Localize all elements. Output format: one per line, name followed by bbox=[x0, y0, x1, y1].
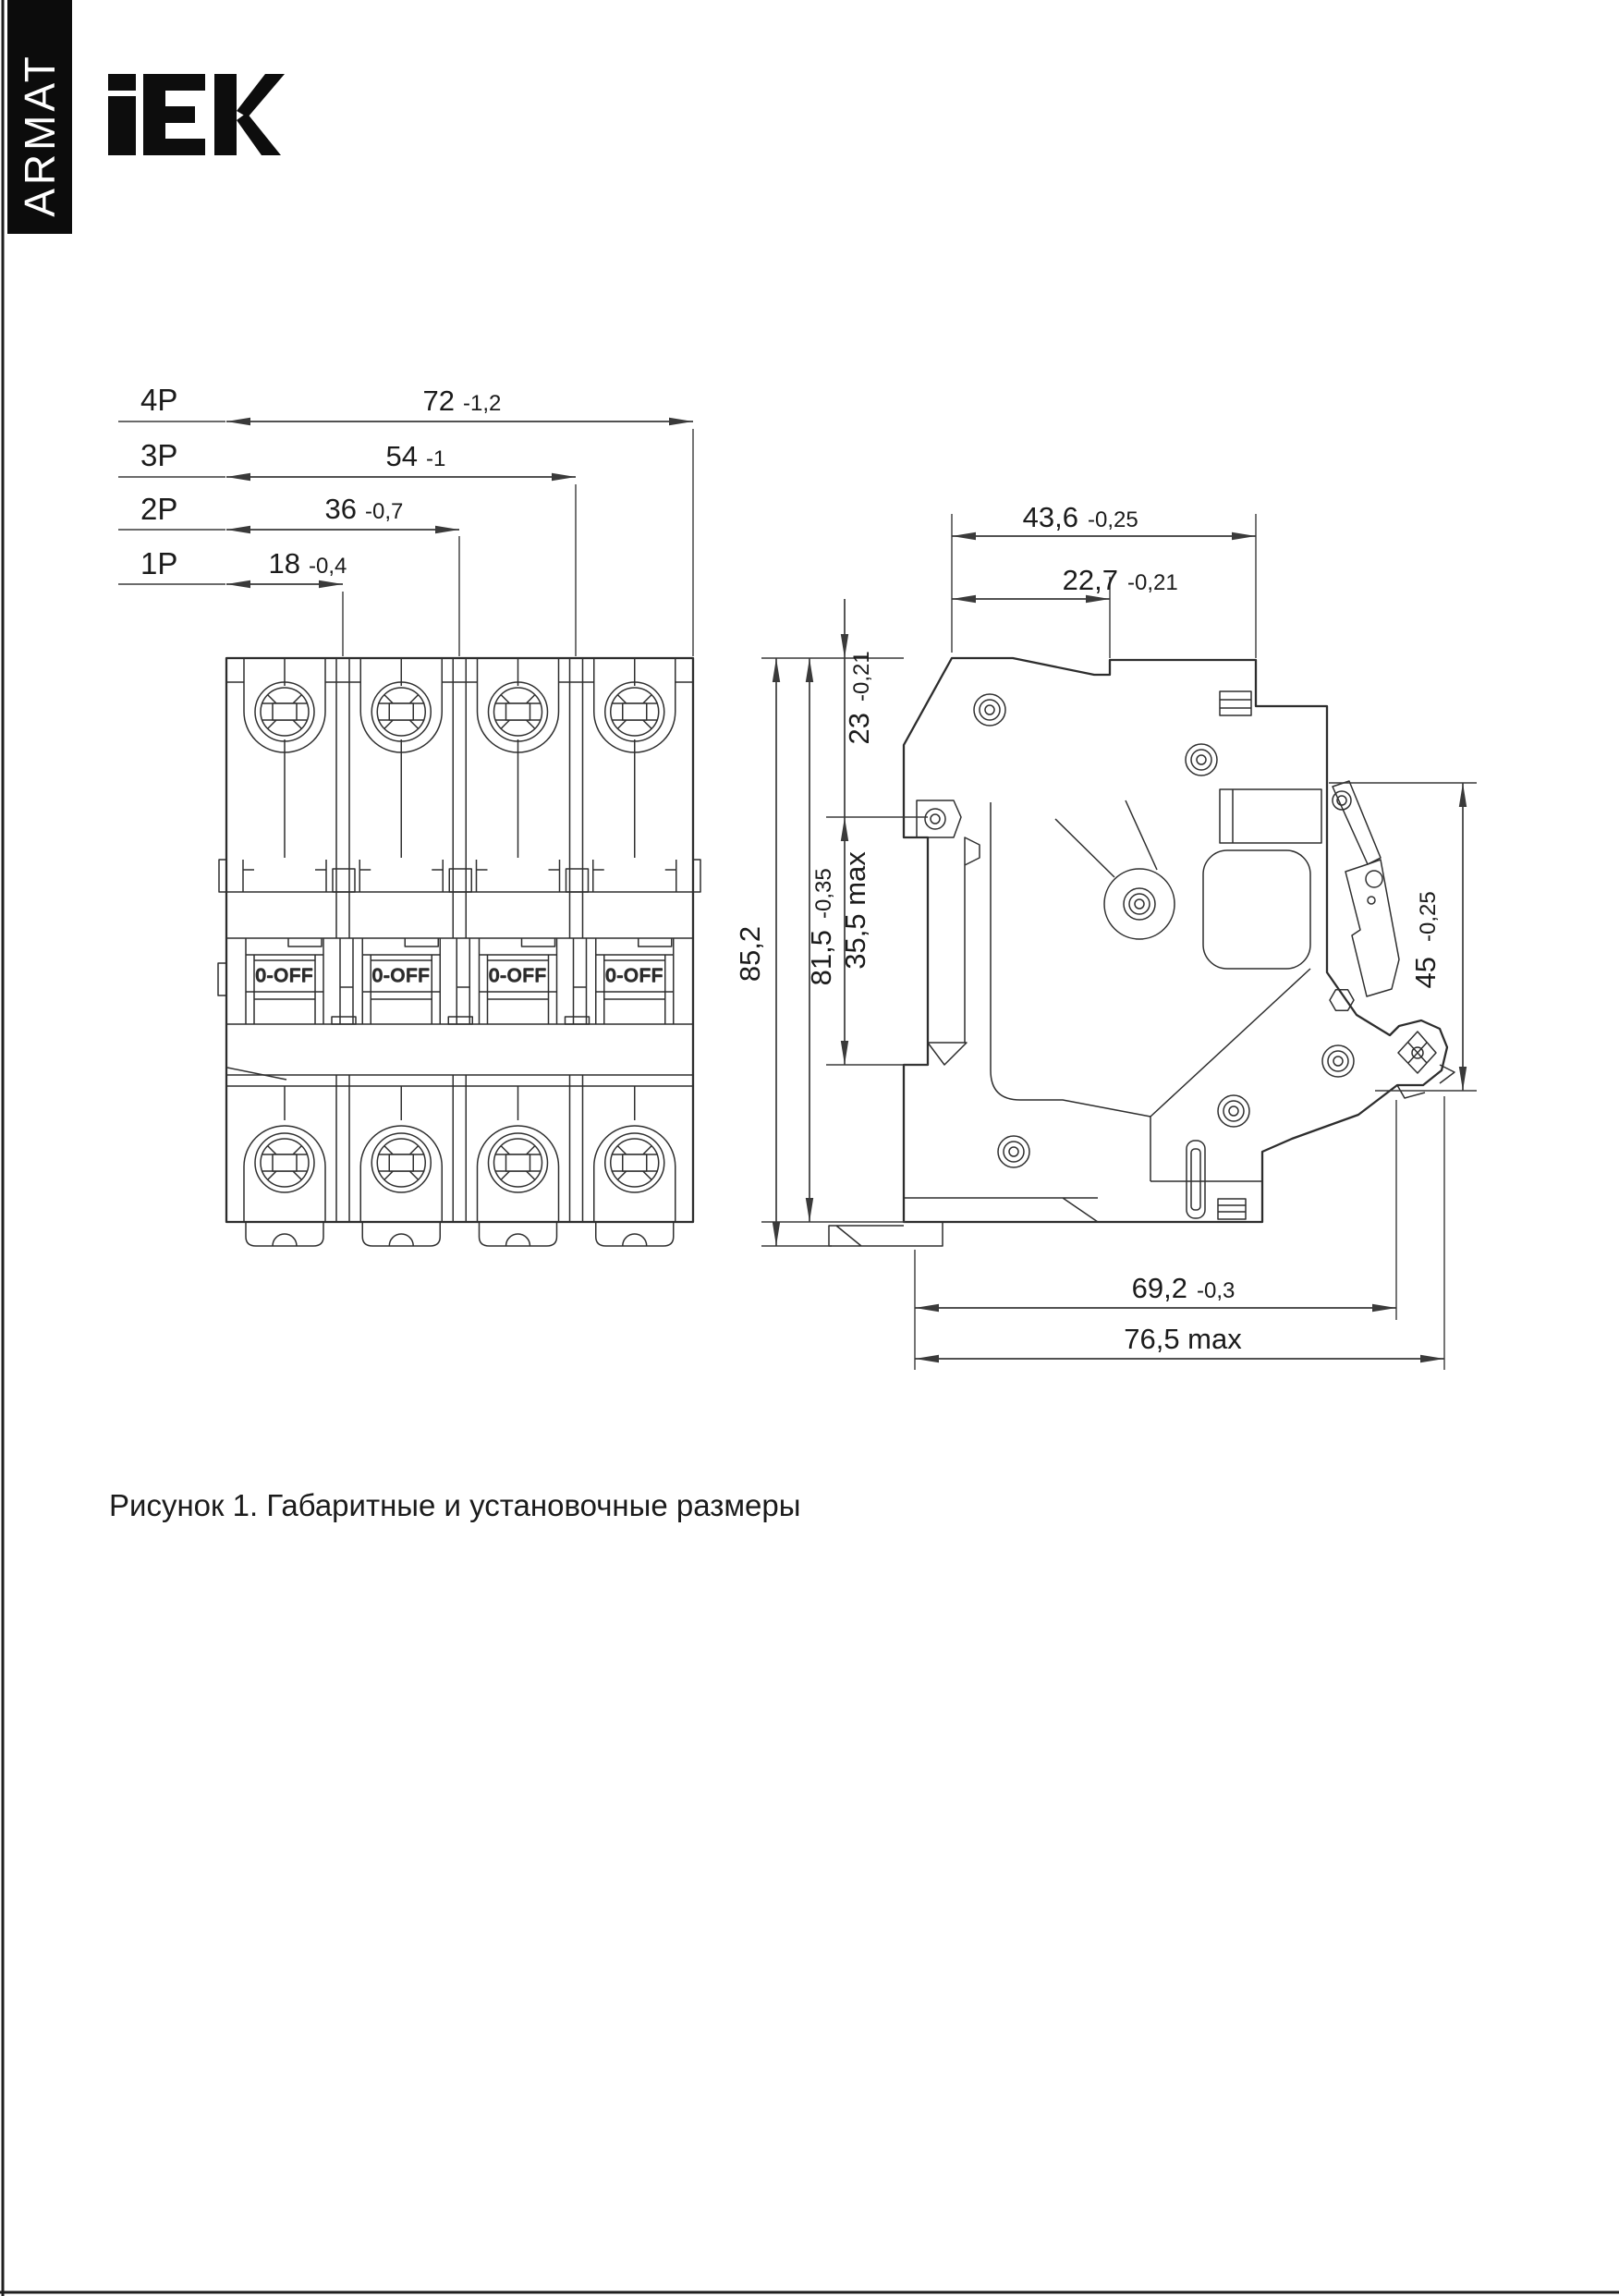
front-view-outline bbox=[226, 658, 693, 1222]
handle-label-1: 0-OFF bbox=[255, 966, 314, 986]
toggle-lever bbox=[1333, 781, 1399, 996]
dim-18-value: 18 bbox=[268, 547, 300, 580]
dim-43-6-tol: -0,25 bbox=[1088, 507, 1138, 532]
dim-81-5-value: 81,5 bbox=[805, 930, 837, 986]
dim-54-value: 54 bbox=[385, 440, 418, 472]
dim-69-2-value: 69,2 bbox=[1131, 1272, 1187, 1304]
dim-81-5-tol: -0,35 bbox=[811, 868, 836, 919]
dim-45-value: 45 bbox=[1409, 957, 1442, 989]
dim-22-7-value: 22,7 bbox=[1062, 564, 1118, 596]
dim-85-2-value: 85,2 bbox=[734, 925, 766, 983]
pole-count-label-2p: 2P bbox=[140, 492, 178, 526]
dim-36-tol: -0,7 bbox=[365, 499, 404, 524]
handle-label-3: 0-OFF bbox=[489, 966, 547, 986]
pole-3 bbox=[477, 658, 560, 1246]
iek-logo-icon bbox=[108, 74, 285, 155]
dim-36-value: 36 bbox=[324, 493, 357, 525]
dim-18-tol: -0,4 bbox=[309, 554, 347, 579]
pole-2 bbox=[359, 658, 443, 1246]
brand-strip-label: ARMAT bbox=[16, 53, 64, 217]
dim-45-tol: -0,25 bbox=[1416, 891, 1441, 942]
dim-69-2-tol: -0,3 bbox=[1197, 1278, 1236, 1303]
pole-divider-3 bbox=[566, 658, 590, 1222]
front-view bbox=[218, 658, 700, 1246]
pole-1 bbox=[243, 658, 326, 1246]
figure-caption: Рисунок 1. Габаритные и установочные размеры bbox=[109, 1488, 801, 1522]
dim-76-5-value: 76,5 max bbox=[1124, 1323, 1242, 1355]
dim-54-tol: -1 bbox=[426, 446, 446, 471]
dim-23-tol: -0,21 bbox=[849, 651, 874, 702]
dim-22-7-tol: -0,21 bbox=[1127, 570, 1178, 595]
handle-label-4: 0-OFF bbox=[605, 966, 664, 986]
pole-4 bbox=[593, 658, 676, 1246]
side-view bbox=[829, 658, 1455, 1246]
dim-72-tol: -1,2 bbox=[463, 391, 502, 416]
front-view-dimensions bbox=[118, 383, 693, 656]
pole-count-label-1p: 1P bbox=[140, 546, 178, 580]
side-view-dimensions bbox=[734, 501, 1477, 1370]
dim-35-5-value: 35,5 max bbox=[839, 851, 871, 970]
pole-count-label-4p: 4P bbox=[140, 383, 178, 417]
handle-label-2: 0-OFF bbox=[371, 966, 431, 986]
pole-divider-2 bbox=[448, 658, 472, 1222]
brand-strip bbox=[7, 0, 72, 234]
pole-count-label-3p: 3P bbox=[140, 438, 178, 472]
pole-divider-1 bbox=[332, 658, 356, 1222]
dim-72-value: 72 bbox=[422, 385, 455, 417]
dim-43-6-value: 43,6 bbox=[1022, 501, 1078, 533]
dim-23-value: 23 bbox=[843, 713, 875, 745]
